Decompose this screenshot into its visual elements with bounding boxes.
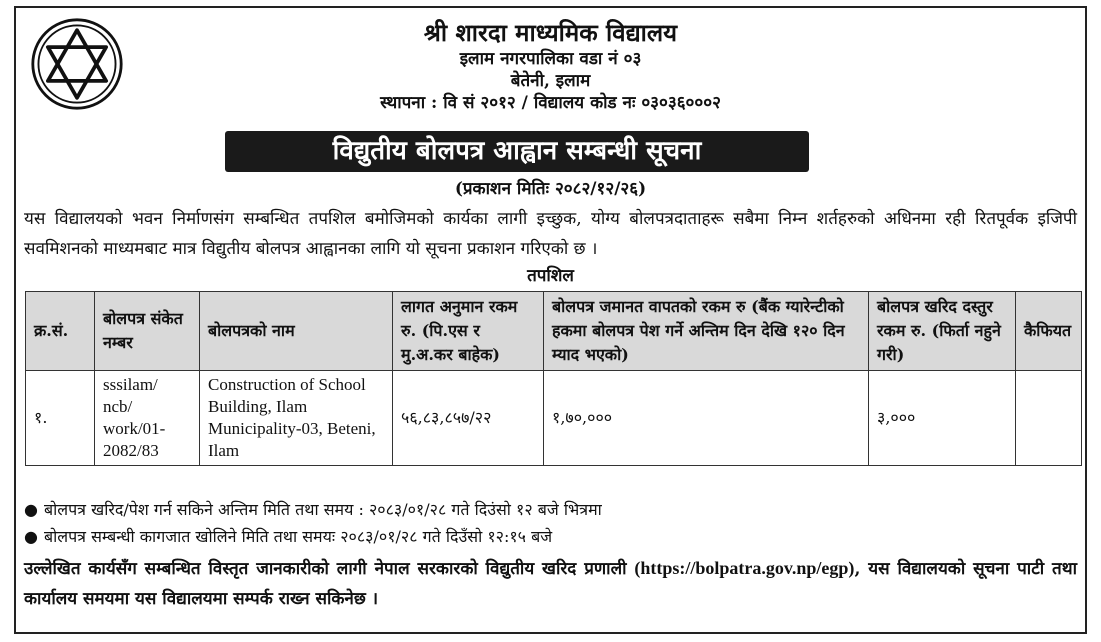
col-sn: क्र.सं. [26,292,95,371]
letterhead [0,18,1101,114]
col-code: बोलपत्र संकेत नम्बर [95,292,200,371]
closing-text-1: उल्लेखित कार्यसँग सम्बन्धित विस्तृत जानकारीको लागी नेपाल सरकारको विद्युतीय खरिद प्रणाली [24,559,627,579]
deadline-item: ● बोलपत्र खरिद/पेश गर्न सकिने अन्तिम मिति तथा समय : २०८३/०१/२८ गते दिउंसो १२ बजे भित्रमा [24,496,602,523]
establishment-info: स्थापना : वि सं २०१२ / विद्यालय कोड नः ०३०३६०००२ [380,93,721,113]
col-security: बोलपत्र जमानत वापतको रकम रु (बैंक ग्यारेन्टीको हकमा बोलपत्र पेश गर्ने अन्तिम दिन देखि १२० दिन म्याद भएको) [544,292,869,371]
cell-remarks [1016,371,1082,466]
notice-title: विद्युतीय बोलपत्र आह्वान सम्बन्धी सूचना [225,131,809,172]
closing-text-2: , यस विद्यालयको सूचना पाटी तथा कार्यालय समयमा यस विद्यालयमा सम्पर्क राख्न सकिनेछ । [24,559,1077,609]
table-row [26,371,1082,466]
col-name: बोलपत्रको नाम [200,292,393,371]
cell-security: १,७०,००० [544,371,869,466]
cell-estimate: ५६,८३,८५७/२२ [393,371,544,466]
col-fee: बोलपत्र खरिद दस्तुर रकम रु. (फिर्ता नहुने गरी) [869,292,1016,371]
col-remarks: कैफियत [1016,292,1082,371]
address-line-1: इलाम नगरपालिका वडा नं ०३ [459,49,642,69]
school-name: श्री शारदा माध्यमिक विद्यालय [423,18,678,47]
cell-fee: ३,००० [869,371,1016,466]
cell-code: sssilam/ ncb/ work/01- 2082/83 [95,371,200,466]
closing-paragraph [24,553,1077,614]
details-heading: तपशिल [527,266,574,286]
egp-link[interactable]: (https://bolpatra.gov.np/egp) [634,558,855,578]
intro-paragraph: यस विद्यालयको भवन निर्माणसंग सम्बन्धित तपशिल बमोजिमको कार्यका लागी इच्छुक, योग्य बोलपत्रदाताहरू सबैमा निम्न शर्तहरुको अधिनमा रही रितपूर्वक इजिपी सवमिशनको माध्यमबाट मात्र विद्युतीय बोलपत्र आह्वानका लागि यो सूचना प्रकाशन गरिएको छ । [24,209,1077,259]
cell-name: Construction of School Building, Ilam Municipality-03, Beteni, Ilam [200,371,393,466]
col-estimate: लागत अनुमान रकम रु. (पि.एस र मु.अ.कर बाहेक) [393,292,544,371]
key-dates [24,496,602,550]
tender-table [25,291,1082,466]
publish-date: (प्रकाशन मितिः २०८२/१२/२६) [454,179,647,199]
cell-sn: १. [26,371,95,466]
table-header-row [26,292,1082,371]
opening-item: ● बोलपत्र सम्बन्धी कागजात खोलिने मिति तथा समयः २०८३/०१/२८ गते दिउँसो १२:१५ बजे [24,523,602,550]
address-line-2: बेतेनी, इलाम [510,71,591,91]
